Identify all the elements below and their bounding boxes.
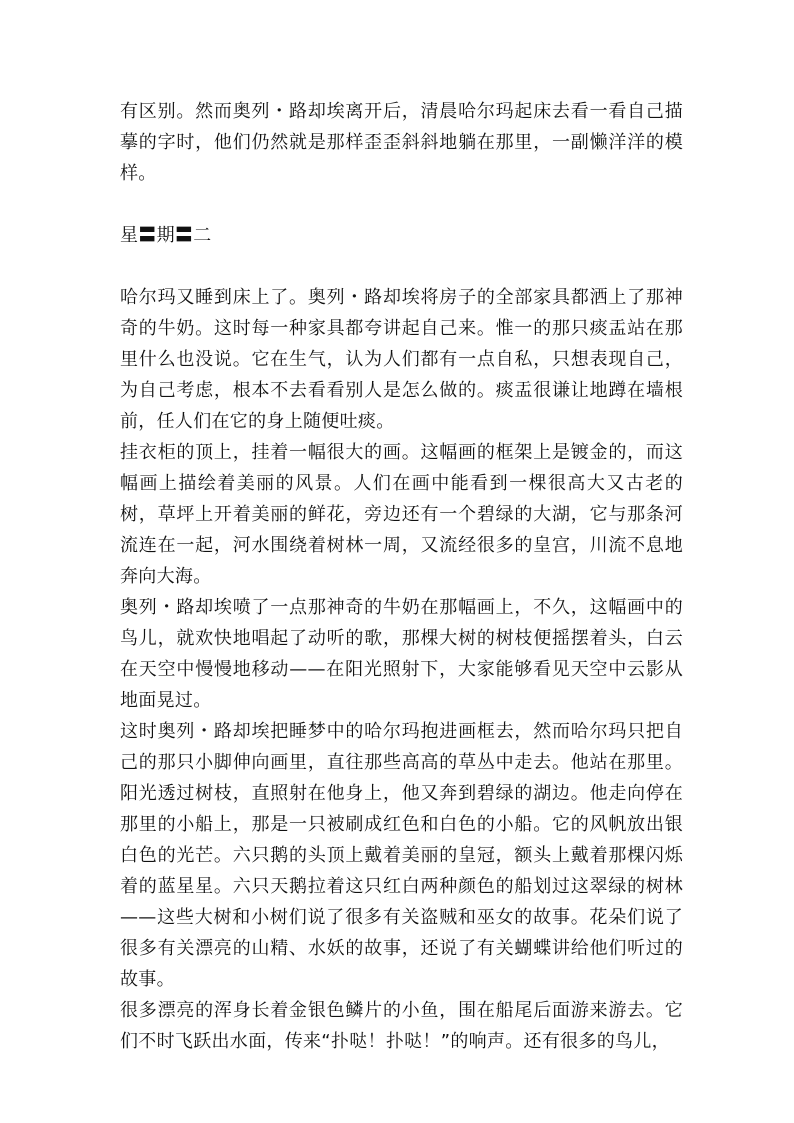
document-body [120,96,683,1057]
section-heading: 星〓期〓二 [120,225,212,246]
paragraph-2: 挂衣柜的顶上，挂着一幅很大的画。这幅画的框架上是镀金的，而这幅画上描绘着美丽的风景。人们在画中能看到一棵很高大又古老的树，草坪上开着美丽的鲜花，旁边还有一个碧绿的大湖，它与那条河流连在一起，河水围绕着树林一周，又流经很多的皇宫，川流不息地奔向大海。 [120,442,683,587]
paragraph-3: 奥列・路却埃喷了一点那神奇的牛奶在那幅画上，不久，这幅画中的鸟儿，就欢快地唱起了动听的歌，那棵大树的树枝便摇摆着头，白云在天空中慢慢地移动——在阳光照射下，大家能够看见天空中云影从地面晃过。 [120,597,683,711]
paragraph-4: 这时奥列・路却埃把睡梦中的哈尔玛抱进画框去，然而哈尔玛只把自己的那只小脚伸向画里，直往那些高高的草丛中走去。他站在那里。阳光透过树枝，直照射在他身上，他又奔到碧绿的湖边。他走向停在那里的小船上，那是一只被刷成红色和白色的小船。它的风帆放出银白色的光芒。六只鹅的头顶上戴着美丽的皇冠，额头上戴着那棵闪烁着的蓝星星。六只天鹅拉着这只红白两种颜色的船划过这翠绿的树林——这些大树和小树们说了很多有关盗贼和巫女的故事。花朵们说了很多有关漂亮的山精、水妖的故事，还说了有关蝴蝶讲给他们听过的故事。 [120,721,683,990]
paragraph-5: 很多漂亮的浑身长着金银色鳞片的小鱼，围在船尾后面游来游去。它们不时飞跃出水面，传来“扑哒！扑哒！”的响声。还有很多的鸟儿， [120,1000,683,1052]
paragraph-1: 哈尔玛又睡到床上了。奥列・路却埃将房子的全部家具都洒上了那神奇的牛奶。这时每一种家具都夸讲起自己来。惟一的那只痰盂站在那里什么也没说。它在生气，认为人们都有一点自私，只想表现自己，为自己考虑，根本不去看看别人是怎么做的。痰盂很谦让地蹲在墙根前，任人们在它的身上随便吐痰。 [120,287,683,432]
paragraph-intro: 有区别。然而奥列・路却埃离开后，清晨哈尔玛起床去看一看自己描摹的字时，他们仍然就是那样歪歪斜斜地躺在那里，一副懒洋洋的模样。 [120,101,683,184]
